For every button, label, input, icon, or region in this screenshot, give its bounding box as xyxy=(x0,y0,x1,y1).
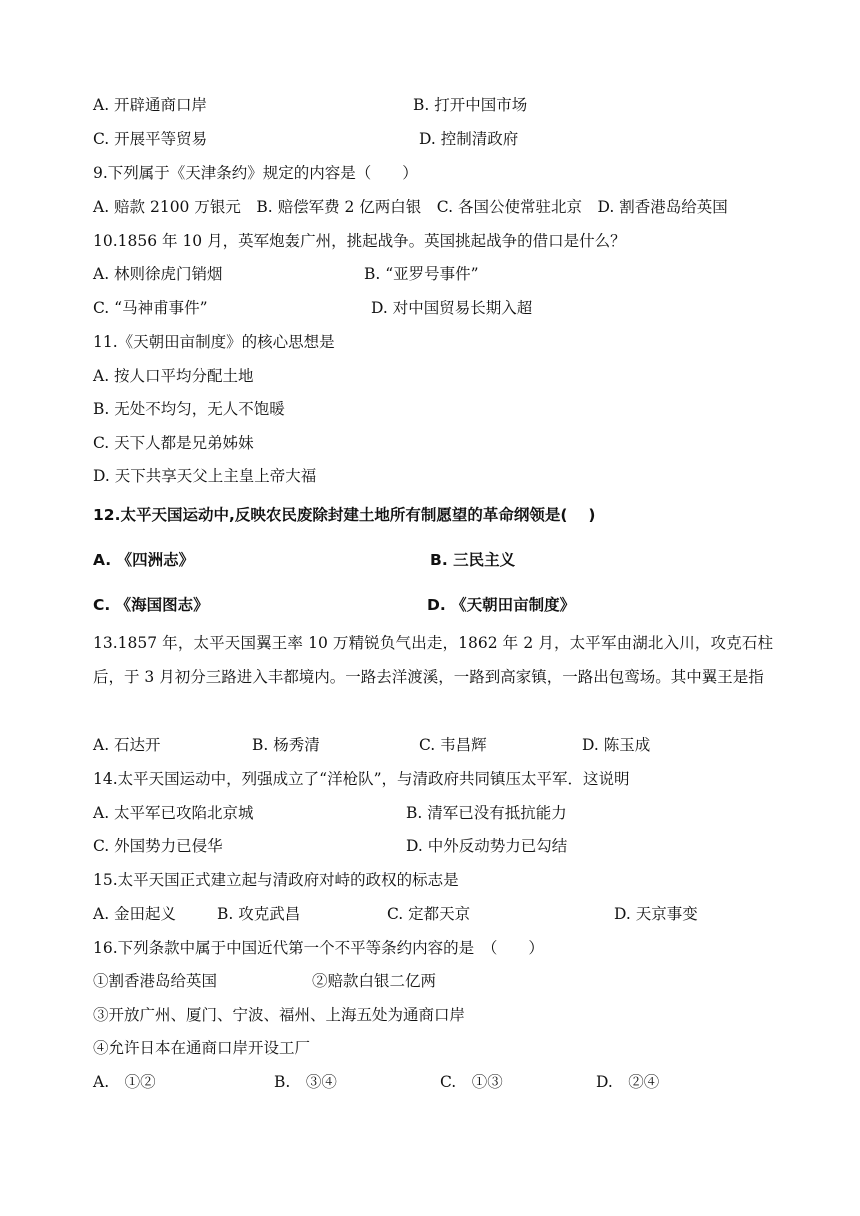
q16-option-a: A. ①② xyxy=(93,1073,156,1091)
q8-option-c: C. 开展平等贸易 xyxy=(93,130,208,148)
q11-option-d: D. 天下共享天父上主皇上帝大福 xyxy=(93,467,317,485)
q15-option-a: A. 金田起义 xyxy=(93,905,177,923)
q10-stem: 10.1856 年 10 月，英军炮轰广州，挑起战争。英国挑起战争的借口是什么？ xyxy=(93,232,626,250)
q15-option-b: B. 攻克武昌 xyxy=(217,905,301,923)
q10-option-d: D. 对中国贸易长期入超 xyxy=(371,299,533,317)
q8-option-a: A. 开辟通商口岸 xyxy=(93,96,208,114)
q15-stem: 15.太平天国正式建立起与清政府对峙的政权的标志是 xyxy=(93,871,459,889)
q14-option-c: C. 外国势力已侵华 xyxy=(93,837,223,855)
q14-option-a: A. 太平军已攻陷北京城 xyxy=(93,804,254,822)
q14-stem: 14.太平天国运动中，列强成立了“洋枪队”，与清政府共同镇压太平军．这说明 xyxy=(93,770,630,788)
q10-option-b: B. “亚罗号事件” xyxy=(364,265,479,283)
q13-stem: 13.1857 年，太平天国翼王率 10 万精锐负气出走，1862 年 2 月，太平军由湖北入川，攻克石柱后，于 3 月初分三路进入丰都境内。一路去洋渡溪，一路到高家镇，一路出包鸾场。其中翼王是指 xyxy=(93,634,773,686)
q16-item-1: ①割香港岛给英国 xyxy=(93,972,218,990)
q9-stem: 9.下列属于《天津条约》规定的内容是（ ） xyxy=(93,164,418,182)
q10-option-c: C. “马神甫事件” xyxy=(93,299,208,317)
q11-option-c: C. 天下人都是兄弟姊妹 xyxy=(93,434,254,452)
q12-option-a: A. 《四洲志》 xyxy=(93,551,195,569)
q15-option-d: D. 天京事变 xyxy=(614,905,698,923)
q16-item-2: ②赔款白银二亿两 xyxy=(312,972,437,990)
q16-option-d: D. ②④ xyxy=(596,1073,660,1091)
q11-stem: 11.《天朝田亩制度》的核心思想是 xyxy=(93,333,335,351)
q16-option-b: B. ③④ xyxy=(274,1073,337,1091)
q10-option-a: A. 林则徐虎门销烟 xyxy=(93,265,223,283)
q8-option-d: D. 控制清政府 xyxy=(419,130,519,148)
q12-option-b: B. 三民主义 xyxy=(430,551,516,569)
q13-option-c: C. 韦昌辉 xyxy=(419,736,487,754)
q13-option-b: B. 杨秀清 xyxy=(252,736,320,754)
q12-option-c: C. 《海国图志》 xyxy=(93,596,209,614)
q9-options: A. 赔款 2100 万银元 B. 赔偿军费 2 亿两白银 C. 各国公使常驻北京 D. 割香港岛给英国 xyxy=(93,198,728,216)
q12-option-d: D. 《天朝田亩制度》 xyxy=(427,596,576,614)
q14-option-b: B. 清军已没有抵抗能力 xyxy=(406,804,567,822)
q16-option-c: C. ①③ xyxy=(440,1073,503,1091)
q11-option-b: B. 无处不均匀，无人不饱暖 xyxy=(93,400,285,418)
q16-item-3: ③开放广州、厦门、宁波、福州、上海五处为通商口岸 xyxy=(93,1006,466,1024)
q13-option-d: D. 陈玉成 xyxy=(582,736,651,754)
q14-option-d: D. 中外反动势力已勾结 xyxy=(406,837,568,855)
q16-item-4: ④允许日本在通商口岸开设工厂 xyxy=(93,1039,311,1057)
q15-option-c: C. 定都天京 xyxy=(387,905,471,923)
q11-option-a: A. 按人口平均分配土地 xyxy=(93,367,254,385)
q12-stem: 12.太平天国运动中,反映农民废除封建土地所有制愿望的革命纲领是( ) xyxy=(93,506,596,524)
q16-stem: 16.下列条款中属于中国近代第一个不平等条约内容的是 （ ） xyxy=(93,939,544,957)
q8-option-b: B. 打开中国市场 xyxy=(413,96,528,114)
q13-option-a: A. 石达开 xyxy=(93,736,161,754)
